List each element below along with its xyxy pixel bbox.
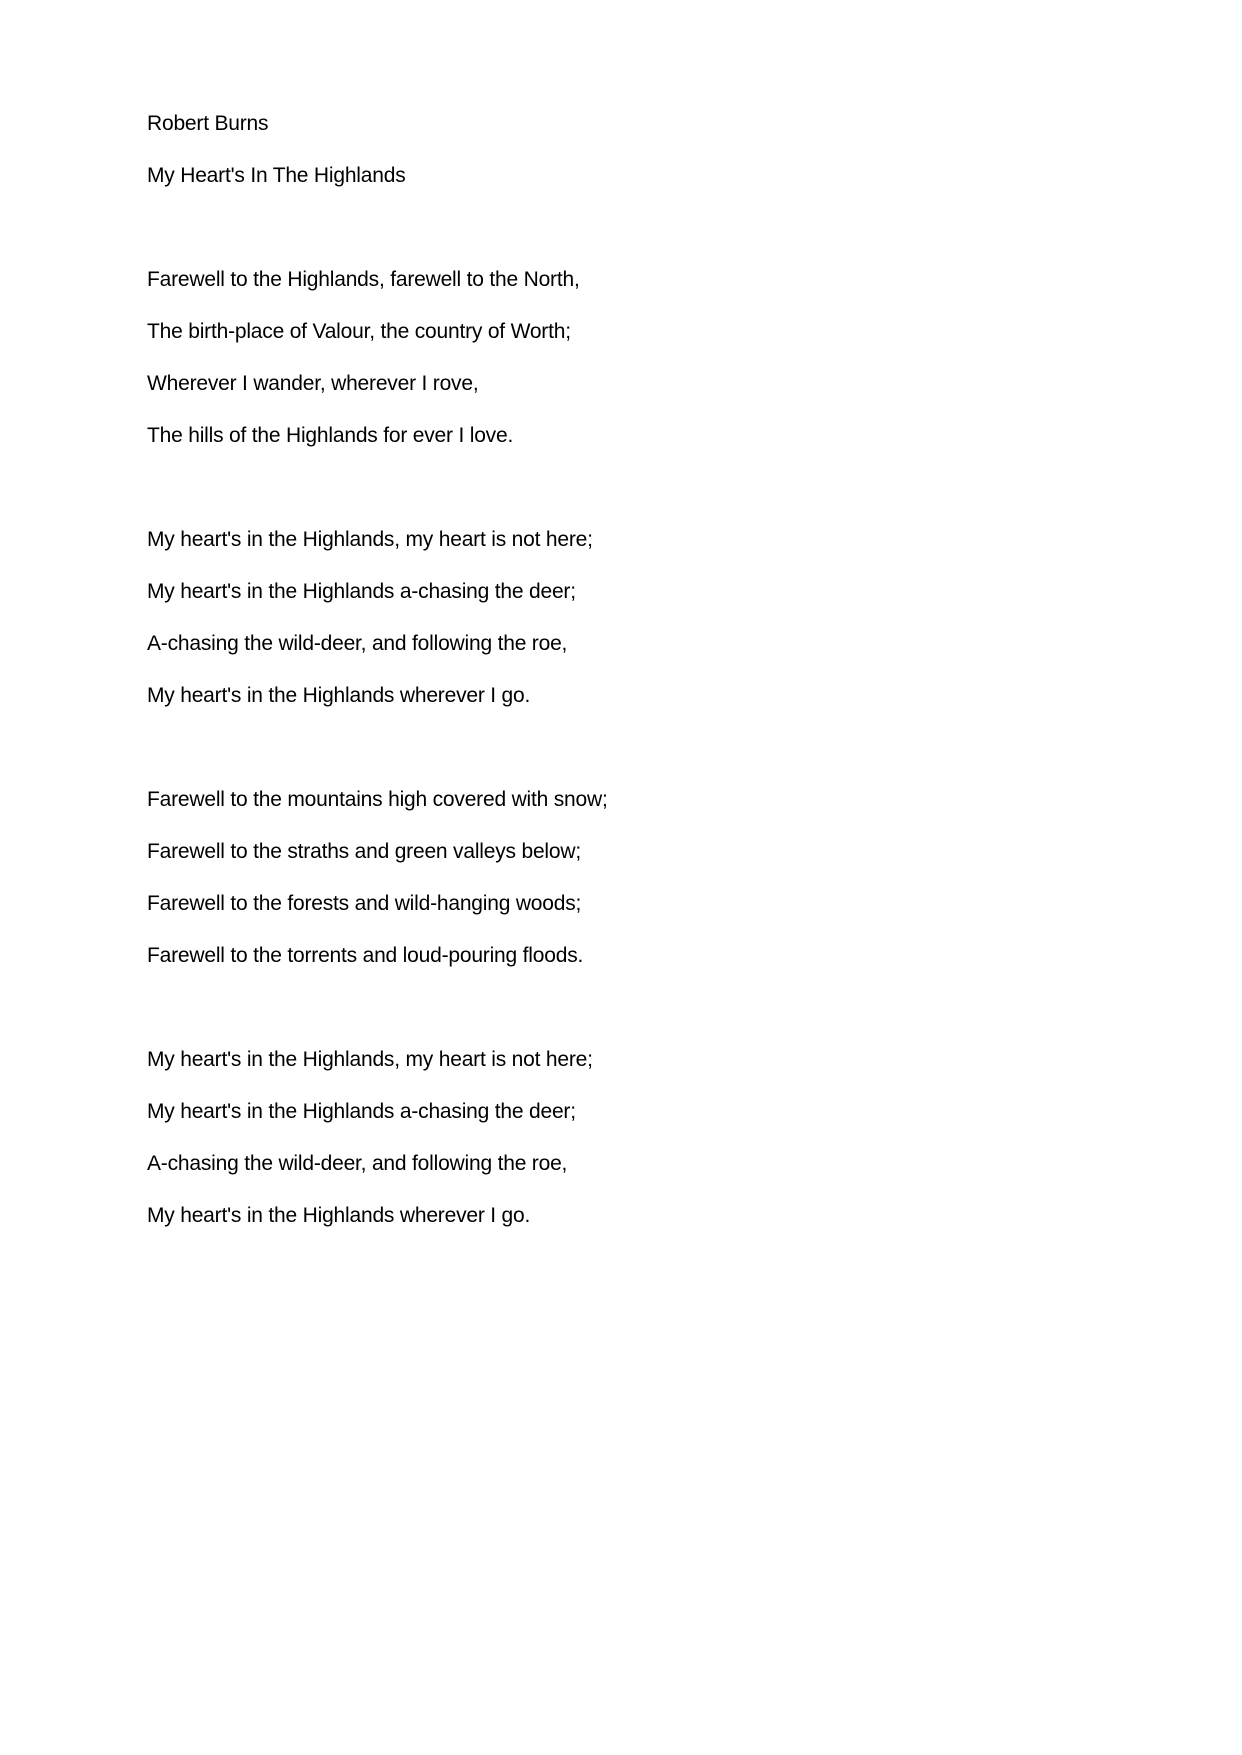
poem-line: Farewell to the straths and green valleys below; (147, 840, 581, 863)
poem-line: My heart's in the Highlands wherever I go. (147, 1204, 531, 1227)
poem-line: Farewell to the forests and wild-hanging woods; (147, 892, 582, 915)
poem-line: Wherever I wander, wherever I rove, (147, 372, 479, 395)
author-name: Robert Burns (147, 112, 269, 135)
poem-line: The birth-place of Valour, the country of Worth; (147, 320, 571, 343)
poem-line: Farewell to the Highlands, farewell to the North, (147, 268, 580, 291)
poem-title: My Heart's In The Highlands (147, 164, 406, 187)
poem-line: Farewell to the mountains high covered with snow; (147, 788, 608, 811)
poem-line: A-chasing the wild-deer, and following the roe, (147, 632, 568, 655)
poem-line: Farewell to the torrents and loud-pouring floods. (147, 944, 584, 967)
poem-line: My heart's in the Highlands a-chasing the deer; (147, 580, 576, 603)
poem-line: My heart's in the Highlands, my heart is not here; (147, 1048, 593, 1071)
poem-line: My heart's in the Highlands, my heart is not here; (147, 528, 593, 551)
poem-line: A-chasing the wild-deer, and following the roe, (147, 1152, 568, 1175)
poem-line: The hills of the Highlands for ever I love. (147, 424, 514, 447)
poem-line: My heart's in the Highlands wherever I go. (147, 684, 531, 707)
poem-line: My heart's in the Highlands a-chasing the deer; (147, 1100, 576, 1123)
